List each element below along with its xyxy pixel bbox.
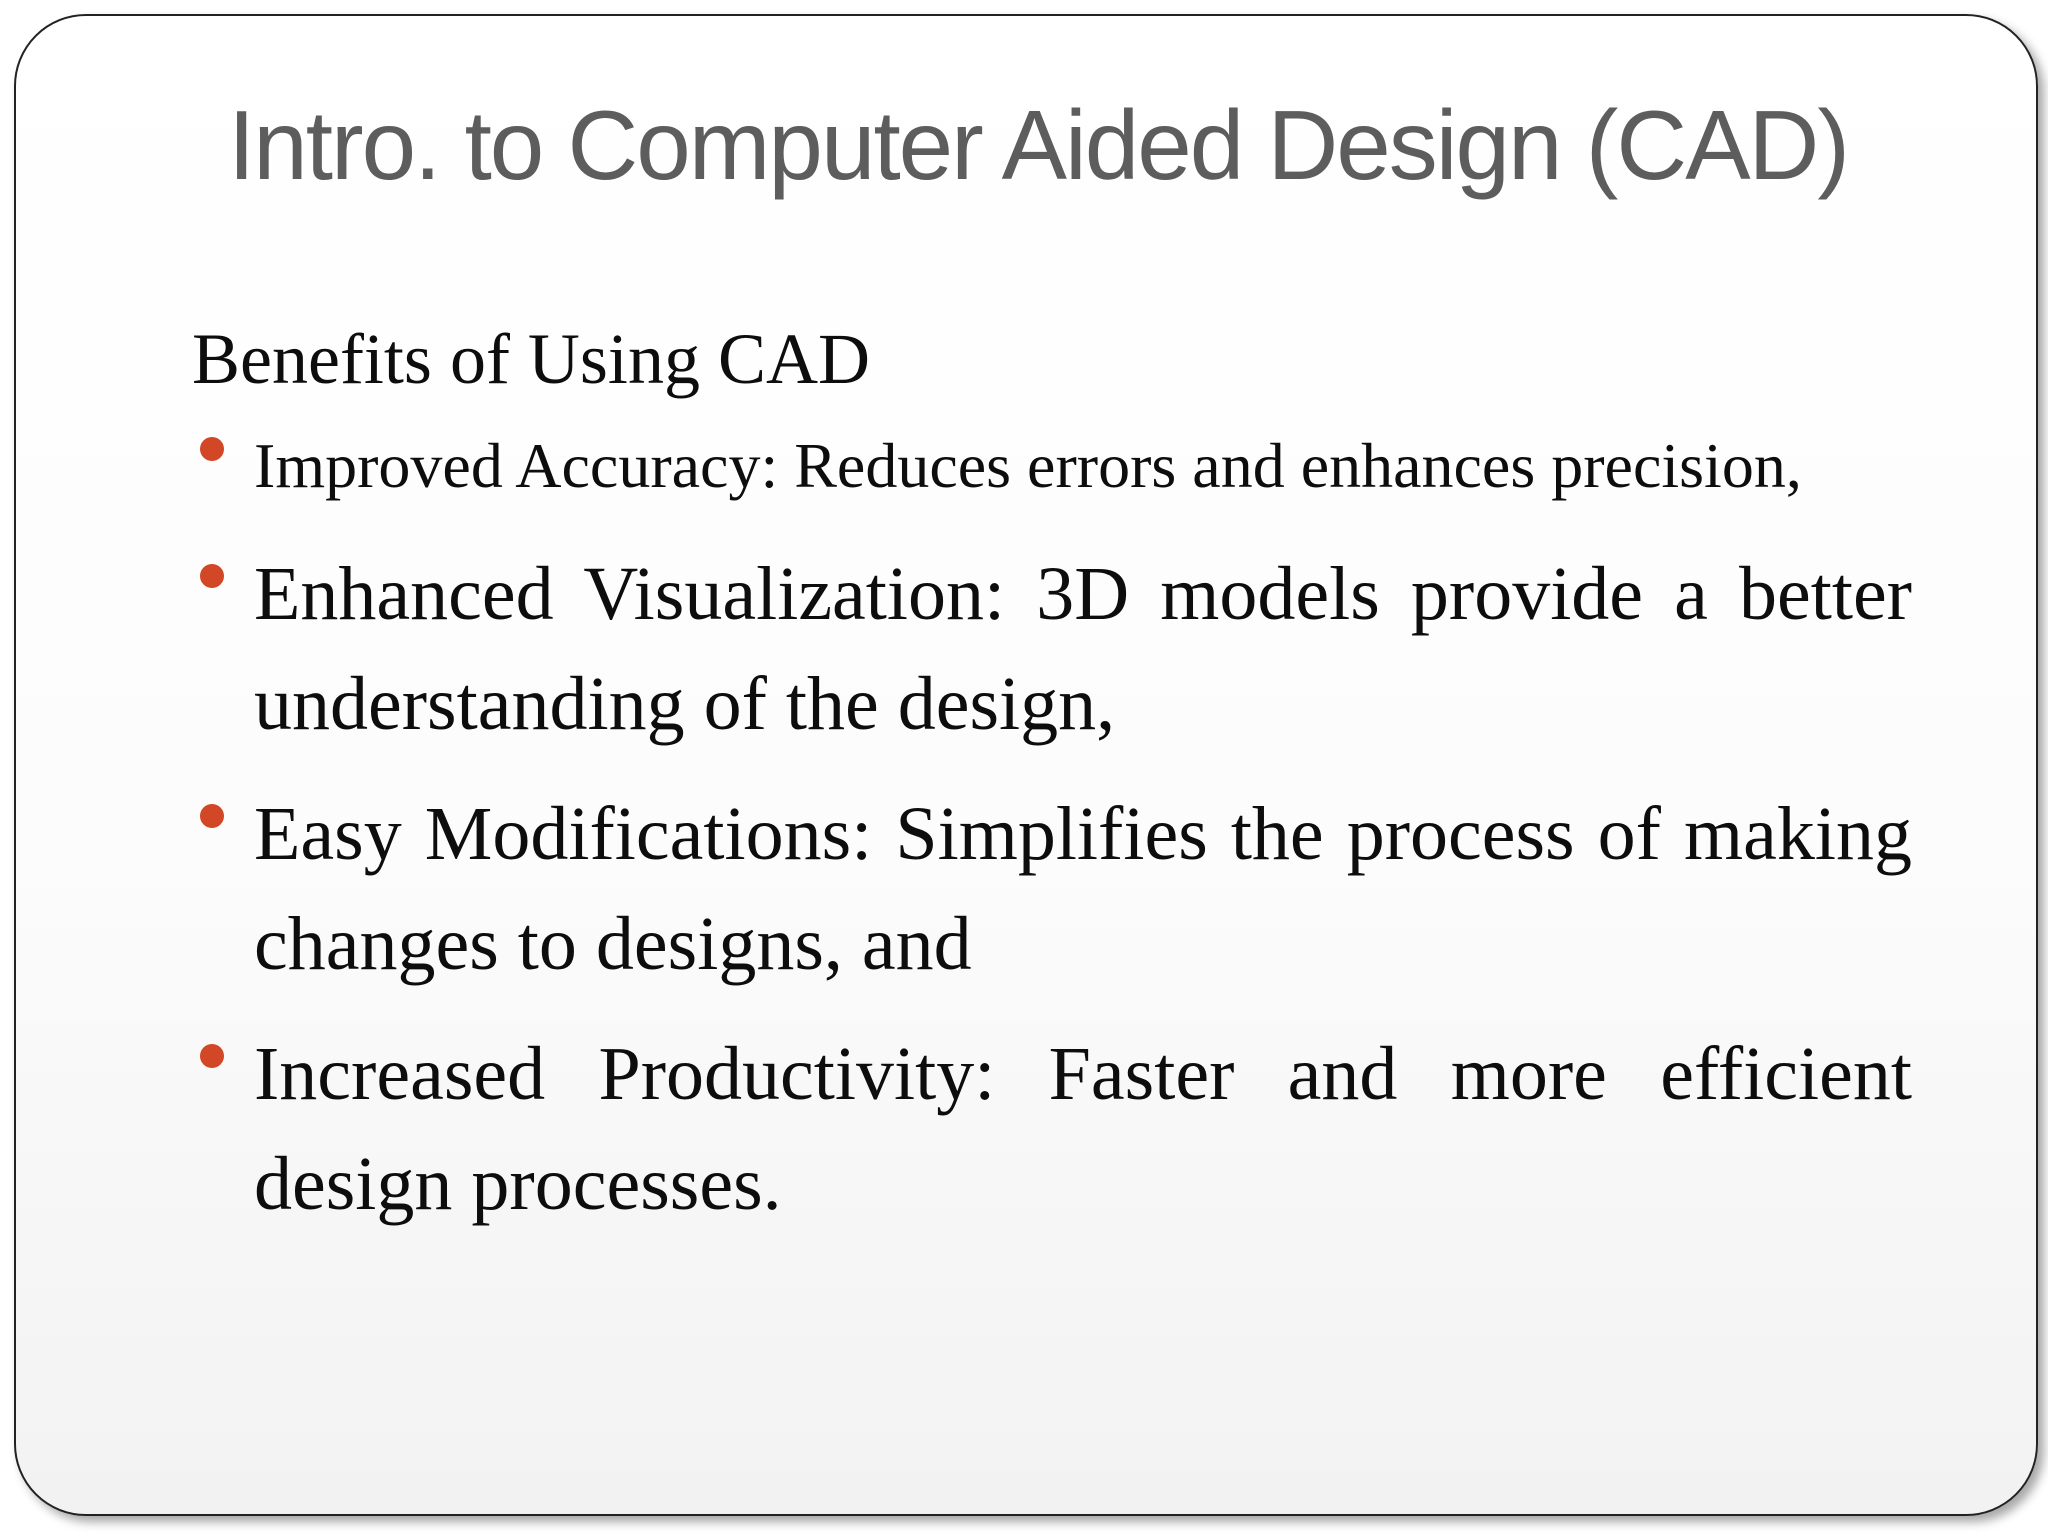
slide-content (192, 318, 1912, 1259)
bullet-dot-icon (200, 437, 224, 461)
bullet-text: Enhanced Visualization: 3D models provide a better understanding of the design, (254, 551, 1912, 746)
bullet-text: Easy Modifications: Simplifies the process of making changes to designs, and (254, 791, 1912, 986)
bullet-dot-icon (200, 804, 224, 828)
slide-subheading: Benefits of Using CAD (192, 319, 870, 399)
bullet-dot-icon (200, 564, 224, 588)
bullet-list (192, 417, 1912, 1239)
list-item (192, 417, 1912, 515)
list-item (192, 539, 1912, 759)
slide-title: Intro. to Computer Aided Design (CAD) (228, 90, 1848, 200)
bullet-text: Increased Productivity: Faster and more efficient design processes. (254, 1031, 1912, 1226)
list-item (192, 1019, 1912, 1239)
list-item (192, 779, 1912, 999)
bullet-dot-icon (200, 1044, 224, 1068)
bullet-text: Improved Accuracy: Reduces errors and enhances precision, (254, 429, 1802, 501)
